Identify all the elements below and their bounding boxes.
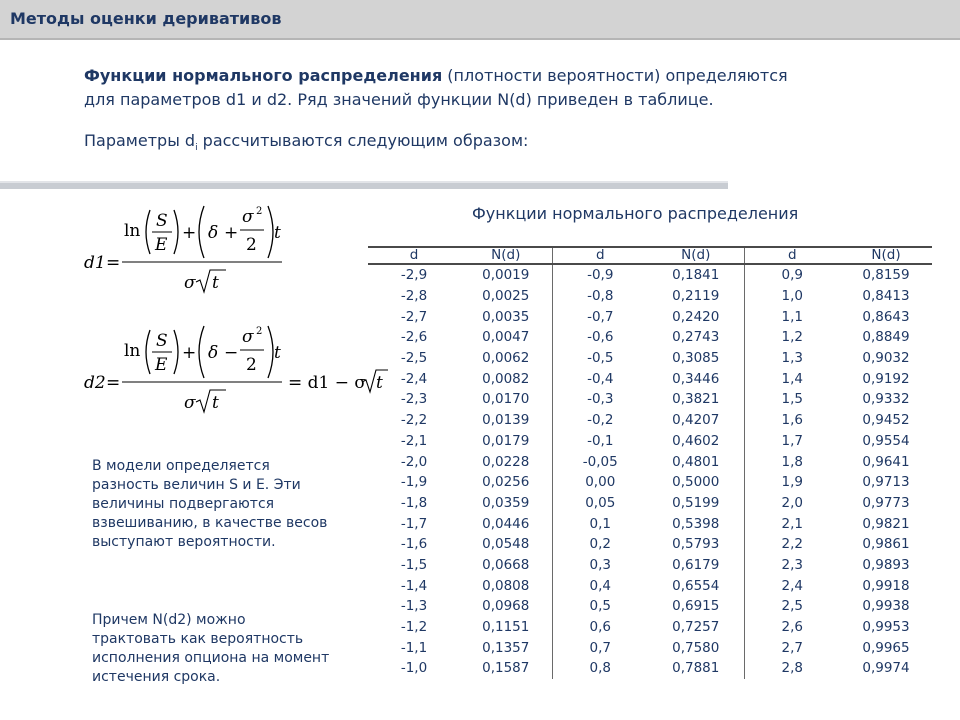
table-cell: 0,9918 [862, 577, 910, 594]
d1-sq: 2 [256, 206, 263, 217]
table-cell: 0,4801 [648, 451, 744, 472]
params-sub: i [195, 143, 198, 154]
table-row [368, 493, 932, 514]
table-row [368, 555, 932, 576]
table-cell: -0,3 [552, 389, 648, 410]
table-cell: 1,5 [744, 389, 840, 410]
table-row [368, 410, 932, 431]
table-row [368, 264, 932, 286]
table-cell: -1,1 [400, 639, 428, 656]
d2-two: 2 [246, 355, 257, 375]
table-cell: -0,05 [552, 451, 648, 472]
table-cell: -1,9 [400, 474, 428, 491]
table-cell: 0,05 [552, 493, 648, 514]
table-cell: -2,9 [400, 267, 428, 284]
table-cell: 2,3 [744, 555, 840, 576]
table-cell: -2,0 [400, 453, 428, 470]
table-cell: 0,1841 [648, 264, 744, 286]
table-cell: 1,6 [744, 410, 840, 431]
table-cell: -1,4 [400, 577, 428, 594]
normal-distribution-table [368, 246, 932, 679]
d2-sigma-den: σ [184, 393, 196, 413]
d1-ln: ln [124, 221, 141, 241]
table-cell: 0,5 [552, 596, 648, 617]
table-row [368, 472, 932, 493]
table-cell: -2,6 [400, 329, 428, 346]
formula-d1 [80, 198, 380, 298]
table-row [368, 596, 932, 617]
table-row [368, 286, 932, 307]
table-cell: 1,1 [744, 306, 840, 327]
table-cell: 0,5000 [648, 472, 744, 493]
d1-E: E [155, 235, 168, 255]
table-cell: -0,2 [552, 410, 648, 431]
table-cell: 0,9713 [862, 474, 910, 491]
d2-label: d2 [84, 373, 106, 393]
table-cell: 0,0808 [460, 575, 552, 596]
d2-sigma: σ [242, 327, 254, 347]
table-cell: 0,9773 [862, 494, 910, 511]
table-cell: 2,6 [744, 617, 840, 638]
table-cell: 0,3821 [648, 389, 744, 410]
d1-plus2: + [224, 223, 239, 243]
d1-sigma: σ [242, 207, 254, 227]
table-cell: 0,0446 [460, 513, 552, 534]
table-cell: -2,2 [400, 412, 428, 429]
table-cell: -1,8 [400, 494, 428, 511]
table-cell: -0,9 [552, 264, 648, 286]
d2-delta: δ [208, 343, 219, 363]
intro-line2: для параметров d1 и d2. Ряд значений функции N(d) приведен в таблице. [84, 90, 714, 109]
table-cell: 0,0668 [460, 555, 552, 576]
table-cell: 0,0139 [460, 410, 552, 431]
note-paragraph-2: Причем N(d2) можно трактовать как вероятность исполнения опциона на момент истечения срока. [92, 612, 330, 685]
table-cell: 0,7881 [648, 658, 744, 679]
table-cell: -2,7 [400, 308, 428, 325]
table-header-cell: d [744, 247, 840, 264]
table-cell: 1,0 [744, 286, 840, 307]
table-cell: -0,7 [552, 306, 648, 327]
d1-t: t [274, 223, 281, 243]
table-cell: 0,9893 [862, 556, 910, 573]
table-cell: -2,8 [400, 288, 428, 305]
note-paragraph-1: В модели определяется разность величин S и E. Эти величины подвергаются взвешиванию, в качестве весов выступают вероятности. [92, 458, 328, 550]
table-cell: 0,6915 [648, 596, 744, 617]
table-cell: 0,9821 [862, 515, 910, 532]
d1-sigma-den: σ [184, 273, 196, 293]
d2-tail: = d1 − σ [288, 373, 367, 393]
table-cell: 0,00 [552, 472, 648, 493]
table-cell: 0,0179 [460, 431, 552, 452]
table-row [368, 658, 932, 679]
table-cell: 0,8159 [862, 267, 910, 284]
table-cell: 0,2743 [648, 327, 744, 348]
table-cell: 0,0035 [460, 306, 552, 327]
d2-t-den: t [212, 393, 219, 413]
table-header-cell: d [368, 247, 460, 264]
d2-t: t [274, 343, 281, 363]
table-row [368, 575, 932, 596]
table-cell: 0,0019 [460, 264, 552, 286]
table-header-cell: N(d) [460, 247, 552, 264]
table-cell: 2,5 [744, 596, 840, 617]
table-cell: 2,1 [744, 513, 840, 534]
d1-plus: + [182, 223, 197, 243]
table-cell: 1,9 [744, 472, 840, 493]
table-row [368, 637, 932, 658]
d2-sq: 2 [256, 326, 263, 337]
table-cell: 0,0062 [460, 348, 552, 369]
table-cell: 0,9 [744, 264, 840, 286]
table-row [368, 348, 932, 369]
table-cell: 0,4602 [648, 431, 744, 452]
table-cell: 0,4207 [648, 410, 744, 431]
table-title: Функции нормального распределения [472, 204, 799, 223]
table-row [368, 306, 932, 327]
table-cell: 0,1587 [460, 658, 552, 679]
table-cell: 0,9452 [862, 412, 910, 429]
table-cell: 0,0228 [460, 451, 552, 472]
table-row [368, 389, 932, 410]
table-cell: 0,9861 [862, 536, 910, 553]
table-cell: 1,3 [744, 348, 840, 369]
table-cell: 0,7257 [648, 617, 744, 638]
table-header-cell: d [552, 247, 648, 264]
table-cell: 0,1151 [460, 617, 552, 638]
table-cell: 0,9192 [862, 370, 910, 387]
d1-two: 2 [246, 235, 257, 255]
table-cell: 0,0359 [460, 493, 552, 514]
d2-equals: = [106, 373, 121, 393]
table-cell: -0,4 [552, 368, 648, 389]
d1-S: S [156, 211, 168, 231]
table-cell: 0,9974 [862, 660, 910, 677]
table-cell: 0,5793 [648, 534, 744, 555]
table-header-row [368, 247, 932, 264]
table-cell: -2,3 [400, 391, 428, 408]
params-before: Параметры d [84, 131, 196, 150]
table-cell: 0,3446 [648, 368, 744, 389]
intro-text [84, 64, 924, 112]
table-cell: 0,8 [552, 658, 648, 679]
table-cell: 0,7580 [648, 637, 744, 658]
d1-label: d1 [84, 253, 106, 273]
d2-tail-t: t [376, 373, 383, 393]
table-cell: 0,2119 [648, 286, 744, 307]
table-cell: -0,8 [552, 286, 648, 307]
table-cell: 0,1357 [460, 637, 552, 658]
table-cell: -1,5 [400, 556, 428, 573]
table-cell: 0,1 [552, 513, 648, 534]
table-cell: 0,9032 [862, 350, 910, 367]
table-cell: 2,4 [744, 575, 840, 596]
table-row [368, 513, 932, 534]
intro-rest: (плотности вероятности) определяются [442, 66, 788, 85]
table-cell: 1,2 [744, 327, 840, 348]
table-cell: 0,0082 [460, 368, 552, 389]
table-cell: 0,0025 [460, 286, 552, 307]
table-cell: 2,7 [744, 637, 840, 658]
table-cell: 0,0548 [460, 534, 552, 555]
d2-minus: − [224, 343, 239, 363]
table-cell: 0,0047 [460, 327, 552, 348]
table-cell: -1,2 [400, 619, 428, 636]
table-cell: 1,7 [744, 431, 840, 452]
intro-bold: Функции нормального распределения [84, 66, 443, 85]
d1-t-den: t [212, 273, 219, 293]
table-row [368, 451, 932, 472]
table-row [368, 368, 932, 389]
table-cell: 0,9953 [862, 619, 910, 636]
table-cell: 0,2420 [648, 306, 744, 327]
table-cell: 0,0256 [460, 472, 552, 493]
section-divider-highlight [0, 181, 728, 183]
table-cell: 0,7 [552, 637, 648, 658]
table-cell: 0,9554 [862, 432, 910, 449]
table-cell: -1,6 [400, 536, 428, 553]
table-cell: 0,6554 [648, 575, 744, 596]
table-cell: -2,1 [400, 432, 428, 449]
formula-d2 [80, 316, 390, 420]
table-cell: 0,2 [552, 534, 648, 555]
table-cell: -0,5 [552, 348, 648, 369]
d2-plus: + [182, 343, 197, 363]
table-cell: 0,9965 [862, 639, 910, 656]
table-cell: 0,8643 [862, 308, 910, 325]
table-row [368, 617, 932, 638]
table-cell: 2,2 [744, 534, 840, 555]
table-cell: 1,4 [744, 368, 840, 389]
d1-delta: δ [208, 223, 219, 243]
table-cell: 0,6 [552, 617, 648, 638]
table-cell: 0,0170 [460, 389, 552, 410]
table-cell: -2,5 [400, 350, 428, 367]
table-row [368, 534, 932, 555]
table-cell: -0,1 [552, 431, 648, 452]
table-cell: 0,3 [552, 555, 648, 576]
table-cell: 0,8413 [862, 288, 910, 305]
params-text [84, 131, 528, 153]
table-cell: 0,6179 [648, 555, 744, 576]
table-cell: -1,3 [400, 598, 428, 615]
table-cell: 2,8 [744, 658, 840, 679]
table-cell: 0,3085 [648, 348, 744, 369]
table-header-cell: N(d) [648, 247, 744, 264]
d1-equals: = [106, 253, 121, 273]
table-cell: 1,8 [744, 451, 840, 472]
table-cell: 0,0968 [460, 596, 552, 617]
header-bar [0, 0, 960, 40]
slide-title: Методы оценки деривативов [10, 9, 282, 28]
table-cell: 0,4 [552, 575, 648, 596]
table-header-cell: N(d) [840, 247, 932, 264]
table-cell: -0,6 [552, 327, 648, 348]
d2-S: S [156, 331, 168, 351]
table-cell: -1,7 [400, 515, 428, 532]
table-cell: 0,5398 [648, 513, 744, 534]
d2-ln: ln [124, 341, 141, 361]
d2-E: E [155, 355, 168, 375]
table-cell: -2,4 [400, 370, 428, 387]
table-cell: 0,9641 [862, 453, 910, 470]
table-cell: -1,0 [400, 660, 428, 677]
table-row [368, 431, 932, 452]
table-cell: 0,8849 [862, 329, 910, 346]
table-row [368, 327, 932, 348]
table-cell: 0,9938 [862, 598, 910, 615]
params-after: рассчитываются следующим образом: [197, 131, 529, 150]
table-cell: 0,9332 [862, 391, 910, 408]
table-cell: 0,5199 [648, 493, 744, 514]
table-cell: 2,0 [744, 493, 840, 514]
